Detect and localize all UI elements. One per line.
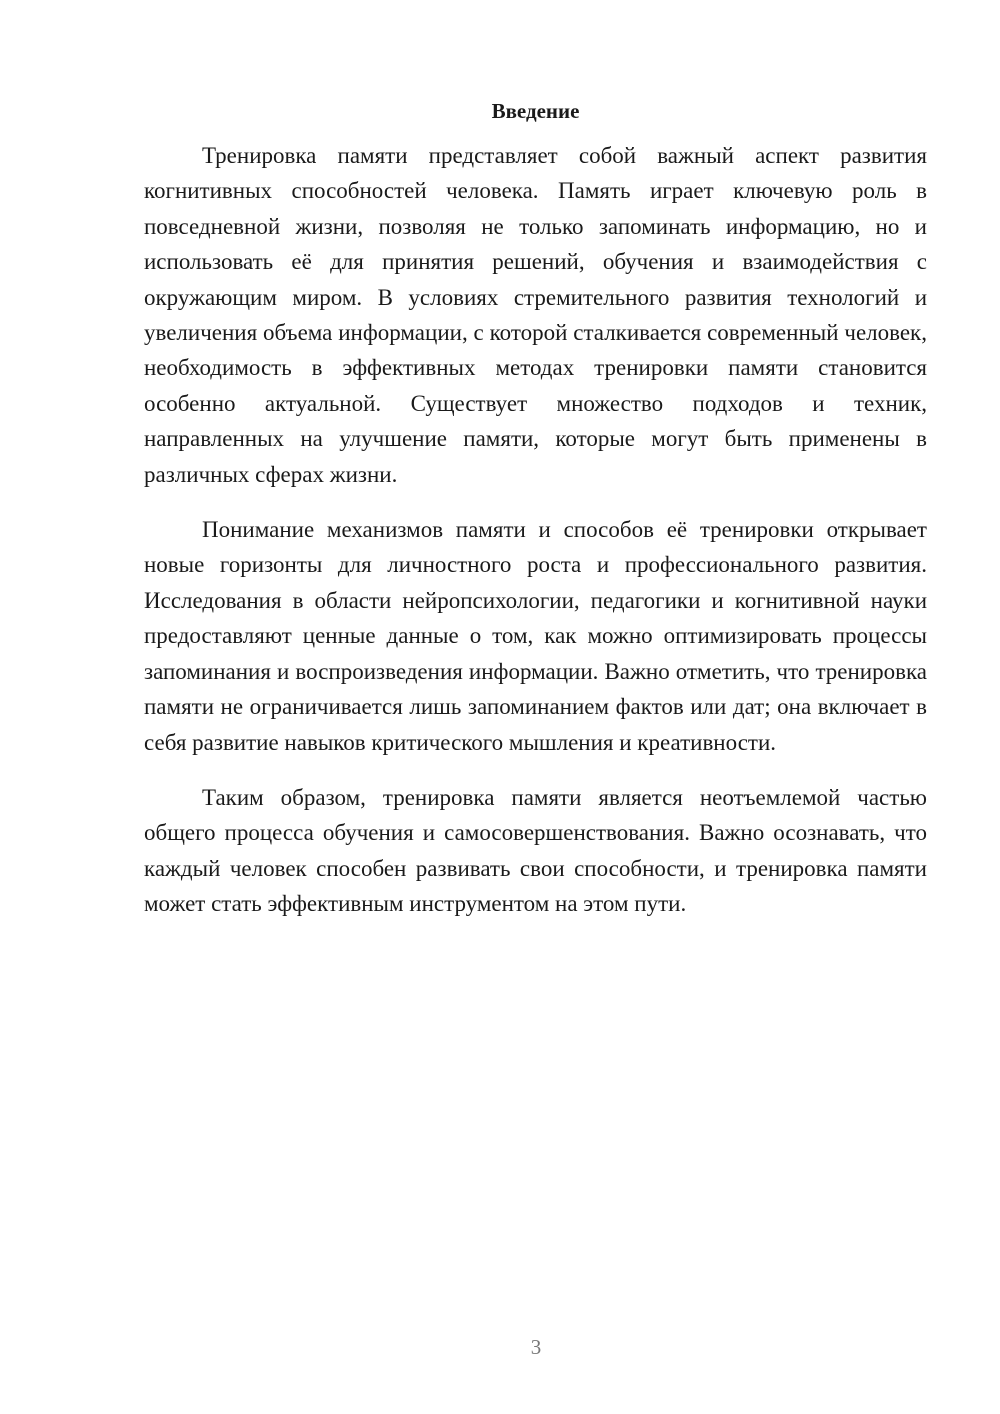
paragraph-3: Таким образом, тренировка памяти является неотъемлемой частью общего процесса обучения и самосовершенствования. Важно осознавать, что каждый человек способен развивать свои способности, и тренировка памяти может стать эффективным инструментом на этом пути. [144,784,927,917]
paragraph-2: Понимание механизмов памяти и способов её тренировки открывает новые горизонты для личностного роста и профессионального развития. Исследования в области нейропсихологии, педагогики и когнитивной науки предоставляют ценные данные о том, как можно оптимизировать процессы запоминания и воспроизведения информации. Важно отметить, что тренировка памяти не ограничивается лишь запоминанием фактов или дат; она включает в себя развитие навыков критического мышления и креативности. [144,517,927,755]
paragraph-1: Тренировка памяти представляет собой важный аспект развития когнитивных способностей человека. Память играет ключевую роль в повседневной жизни, позволяя не только запоминать информацию, но и использовать её для принятия решений, обучения и взаимодействия с окружающим миром. В условиях стремительного развития технологий и увеличения объема информации, с которой сталкивается современный человек, необходимость в эффективных методах тренировки памяти становится особенно актуальной. Существует множество подходов и техник, направленных на улучшение памяти, которые могут быть применены в различных сферах жизни. [144,143,927,487]
section-title: Введение [491,99,580,123]
page-content [144,96,927,922]
page-number: 3 [530,1335,542,1359]
